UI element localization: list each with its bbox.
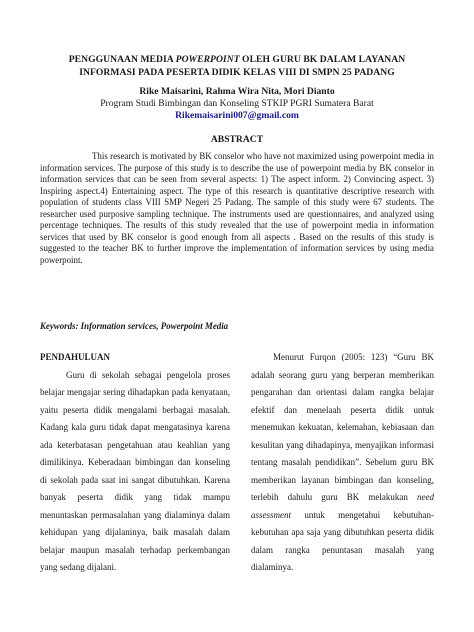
- title-part1: PENGGUNAAN MEDIA: [68, 54, 176, 65]
- author-email-link[interactable]: Rikemaisarini007@gmail.com: [175, 110, 299, 121]
- paper-affiliation: Program Studi Bimbingan dan Konseling STKIP PGRI Sumatera Barat: [100, 98, 374, 109]
- title-part2: OLEH GURU BK DALAM LAYANAN: [239, 54, 406, 65]
- furqon-text-end: untuk mengetahui kebutuhan-kebutuhan apa saja yang dibutuhkan peserta didik dalam rangka penuntasan masalah yang dialaminya.: [251, 509, 434, 572]
- section-heading-pendahuluan: PENDAHULUAN: [40, 352, 111, 362]
- furqon-paragraph: [251, 349, 434, 577]
- title-italic: POWERPOINT: [175, 54, 240, 65]
- furqon-text-start: Menurut Furqon (2005: 123) “Guru BK adalah seorang guru yang berperan memberikan pengarahan dan orientasi dalam rangka belajar efektif dan menelaah peserta didik untuk menemukan kekuatan, kelemahan, kebiasaan dan kesulitan yang dihadapinya, menyajikan informasi tentang masalah pendidikan”. Sebelum guru BK memberikan layanan bimbingan dan konseling, terlebih dahulu guru BK melakukan: [251, 352, 434, 502]
- need-assessment-term: need assessment: [251, 492, 434, 520]
- abstract-heading: ABSTRACT: [210, 134, 264, 145]
- paper-authors: Rike Maisarini, Rahma Wira Nita, Mori Dianto: [139, 86, 335, 97]
- title-line2: INFORMASI PADA PESERTA DIDIK KELAS VIII DI SMPN 25 PADANG: [79, 67, 395, 78]
- left-column: [40, 349, 230, 577]
- abstract-body: This research is motivated by BK conselor who have not maximized using powerpoint media in information services. The purpose of this study is to describe the use of powerpoint media by BK conselor in information services that can be seen from several aspects: 1) The aspect inform. 2) Convincing aspect. 3) Inspiring aspect.4) Entertaining aspect. The type of this research is quantitative descriptive research with population of students class VIII SMP Negeri 25 Padang. The sample of this study were 67 students. The researcher used purposive sampling technique. The instruments used are questionnaires, and analyzed using percentage techniques. The results of this study revealed that the use of powerpoint media in information services that used by BK conselor is good enough from all aspects . Based on the results of this study is suggested to the teacher BK to further improve the implementation of information services by using media powerpoint.: [40, 151, 434, 265]
- keywords: Keywords: Information services, Powerpoint Media: [40, 321, 229, 331]
- intro-paragraph: Guru di sekolah sebagai pengelola proses belajar mengajar sering dihadapkan pada kenyataan, yaitu peserta didik mengalami berbagai masalah. Kadang kala guru tidak dapat mengatasinya karena ada keterbatasan pengetahuan atau keahlian yang dimilikinya. Keberadaan bimbingan dan konseling di sekolah pada saat ini sangat dibutuhkan. Karena banyak peserta didik yang tidak mampu menuntaskan permasalahan yang dialaminya dalam kehidupan yang dijalaninya, baik masalah dalam belajar maupun masalah terhadap perkembangan yang sedang dijalani.: [40, 369, 230, 572]
- paper-title: [40, 53, 434, 79]
- right-column: [251, 349, 434, 577]
